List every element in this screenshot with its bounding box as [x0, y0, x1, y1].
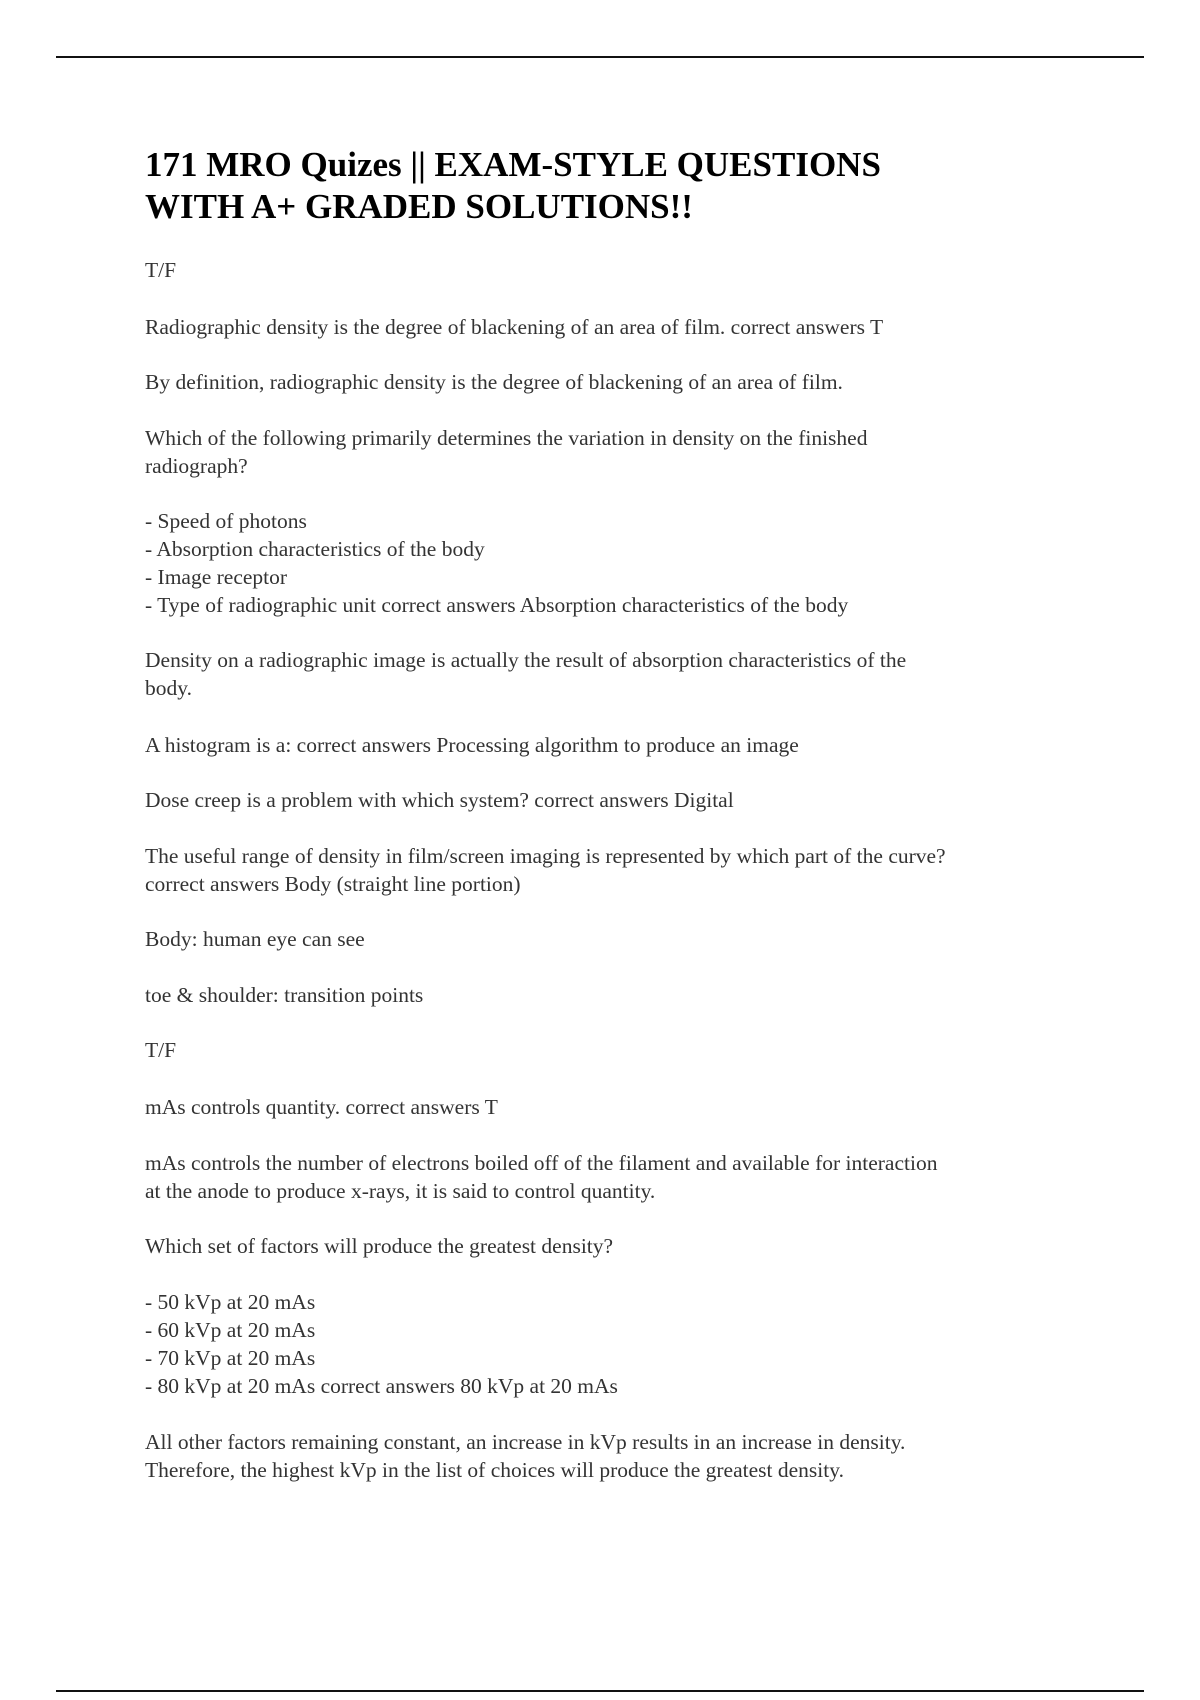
- text-line: T/F: [145, 1038, 177, 1062]
- paragraph-density-definition: [145, 368, 843, 396]
- paragraph-useful-range: [145, 842, 946, 898]
- text-line: Which of the following primarily determines the variation in density on the finished: [145, 426, 868, 450]
- top-rule: [56, 56, 1144, 58]
- text-line: T/F: [145, 258, 177, 282]
- text-line: A histogram is a: correct answers Processing algorithm to produce an image: [145, 733, 799, 757]
- option-line: - 80 kVp at 20 mAs correct answers 80 kVp at 20 mAs: [145, 1374, 618, 1398]
- paragraph-density-question: [145, 313, 883, 341]
- title-line: WITH A+ GRADED SOLUTIONS!!: [145, 187, 693, 226]
- option-line: - 60 kVp at 20 mAs: [145, 1318, 316, 1342]
- paragraph-variation-options: [145, 507, 848, 619]
- title-line: 171 MRO Quizes || EXAM-STYLE QUESTIONS: [145, 145, 881, 184]
- text-line: toe & shoulder: transition points: [145, 983, 424, 1007]
- paragraph-variation-question: [145, 424, 867, 480]
- paragraph-kvp-explanation: [145, 1428, 905, 1484]
- option-line: - Speed of photons: [145, 509, 307, 533]
- option-line: - Absorption characteristics of the body: [145, 537, 485, 561]
- option-line: - 70 kVp at 20 mAs: [145, 1346, 316, 1370]
- paragraph-factors-question: [145, 1232, 613, 1260]
- paragraph-body: [145, 925, 365, 953]
- text-line: correct answers Body (straight line portion): [145, 872, 521, 896]
- text-line: All other factors remaining constant, an increase in kVp results in an increase in density.: [145, 1430, 906, 1454]
- title-highlight: [145, 144, 1075, 228]
- text-line: mAs controls quantity. correct answers T: [145, 1095, 498, 1119]
- text-line: Therefore, the highest kVp in the list of choices will produce the greatest density.: [145, 1458, 844, 1482]
- paragraph-histogram: [145, 731, 799, 759]
- text-line: Density on a radiographic image is actually the result of absorption characteristics of the: [145, 648, 907, 672]
- text-line: body.: [145, 676, 192, 700]
- text-line: at the anode to produce x-rays, it is said to control quantity.: [145, 1179, 656, 1203]
- paragraph-factors-options: [145, 1288, 618, 1400]
- text-line: radiograph?: [145, 454, 248, 478]
- text-line: Which set of factors will produce the greatest density?: [145, 1234, 614, 1258]
- option-line: - Image receptor: [145, 565, 288, 589]
- paragraph-dose-creep: [145, 786, 734, 814]
- text-line: By definition, radiographic density is the degree of blackening of an area of film.: [145, 370, 843, 394]
- text-line: Body: human eye can see: [145, 927, 365, 951]
- option-line: - Type of radiographic unit correct answers Absorption characteristics of the body: [145, 593, 849, 617]
- option-line: - 50 kVp at 20 mAs: [145, 1290, 316, 1314]
- paragraph-mas-question: [145, 1093, 498, 1121]
- paragraph-mas-explanation: [145, 1149, 937, 1205]
- text-line: mAs controls the number of electrons boiled off of the filament and available for interaction: [145, 1151, 938, 1175]
- paragraph-density-explanation: [145, 646, 906, 702]
- bottom-rule: [56, 1690, 1144, 1692]
- document-title: [145, 144, 1075, 228]
- paragraph-toe-shoulder: [145, 981, 423, 1009]
- text-line: Dose creep is a problem with which system? correct answers Digital: [145, 788, 734, 812]
- text-line: The useful range of density in film/screen imaging is represented by which part of the curve?: [145, 844, 946, 868]
- paragraph-tf-2: [145, 1036, 176, 1064]
- paragraph-tf-1: [145, 256, 176, 284]
- text-line: Radiographic density is the degree of blackening of an area of film. correct answers T: [145, 315, 884, 339]
